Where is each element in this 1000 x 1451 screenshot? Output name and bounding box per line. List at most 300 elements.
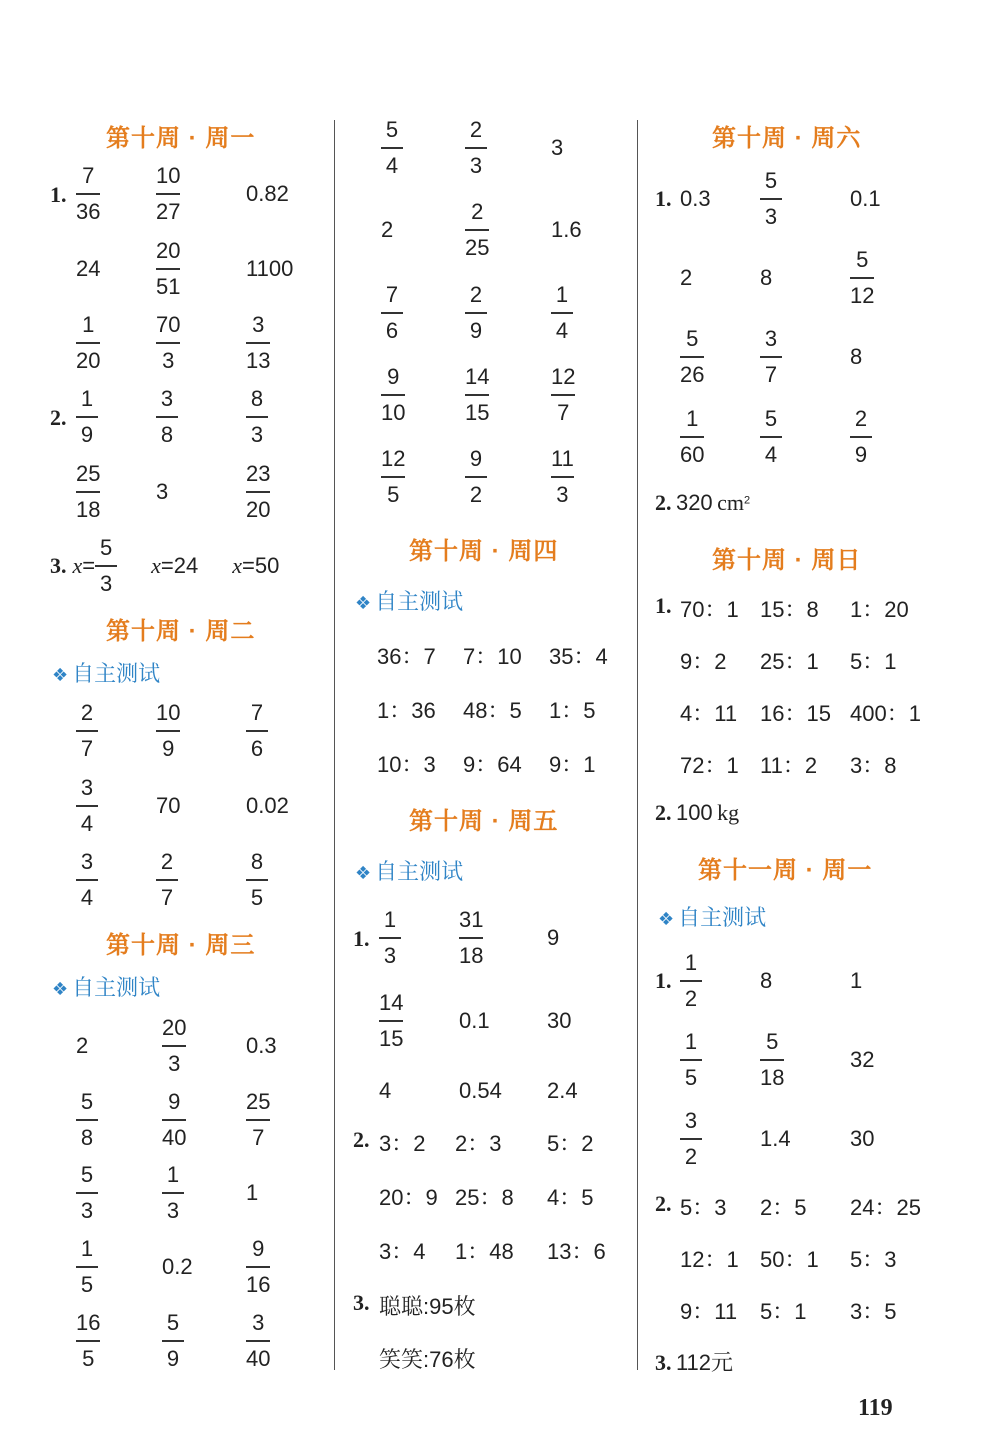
answer-value: 2 bbox=[680, 265, 693, 290]
denominator: 25 bbox=[465, 234, 490, 260]
answer-value: =24 bbox=[160, 552, 199, 578]
numerator: 5 bbox=[856, 247, 869, 272]
numerator: 1 bbox=[555, 282, 569, 307]
denominator: 26 bbox=[680, 361, 705, 387]
fraction-bar bbox=[459, 937, 483, 939]
numerator: 1 bbox=[684, 1029, 698, 1054]
subheading-label: 自主测试 bbox=[72, 661, 161, 686]
answer-value: 2.4 bbox=[547, 1078, 578, 1103]
fraction-bar bbox=[76, 730, 98, 732]
denominator: 3 bbox=[168, 1050, 181, 1076]
fraction bbox=[156, 386, 178, 448]
numerator: 20 bbox=[162, 1015, 187, 1040]
column-divider bbox=[637, 120, 638, 1370]
question-number: 1. bbox=[353, 926, 370, 951]
section-heading: 第十周 · 周六 bbox=[712, 125, 862, 152]
denominator: 6 bbox=[250, 735, 264, 761]
fraction bbox=[465, 446, 487, 508]
fraction bbox=[551, 364, 575, 426]
subheading-label: 自主测试 bbox=[678, 905, 767, 930]
numerator: 2 bbox=[160, 849, 174, 874]
fraction-bar bbox=[76, 416, 98, 418]
fraction-bar bbox=[850, 436, 872, 438]
denominator: 8 bbox=[80, 1124, 94, 1150]
fraction-bar bbox=[551, 394, 575, 396]
answer-value: 112元 bbox=[675, 1350, 734, 1375]
variable: x bbox=[151, 552, 161, 578]
answer-value: 2 bbox=[381, 217, 394, 242]
denominator: 5 bbox=[82, 1345, 95, 1371]
fraction bbox=[76, 775, 98, 837]
subheading bbox=[355, 855, 463, 886]
fraction-bar bbox=[246, 879, 268, 881]
fraction-bar bbox=[162, 1340, 184, 1342]
numerator: 2 bbox=[854, 406, 868, 431]
denominator: 4 bbox=[80, 884, 94, 910]
unit: cm bbox=[717, 490, 745, 515]
denominator: 7 bbox=[252, 1124, 265, 1150]
answer-value: 2 bbox=[76, 1033, 89, 1058]
ratio-value: 3：8 bbox=[850, 753, 897, 778]
fraction-bar bbox=[76, 193, 100, 195]
fraction bbox=[381, 282, 403, 344]
numerator: 12 bbox=[551, 364, 576, 389]
denominator: 7 bbox=[160, 884, 174, 910]
fraction bbox=[850, 406, 872, 468]
ratio-value: 4：5 bbox=[547, 1185, 594, 1210]
fraction-bar bbox=[246, 1119, 270, 1121]
fraction bbox=[76, 1236, 98, 1298]
numerator: 3 bbox=[684, 1108, 698, 1133]
question-number: 2. bbox=[655, 800, 672, 825]
question-number: 2. bbox=[353, 1127, 370, 1152]
fraction-bar bbox=[760, 436, 782, 438]
fraction bbox=[162, 1162, 184, 1224]
ratio-value: 9：2 bbox=[680, 649, 727, 674]
answer-value: 笑笑:76枚 bbox=[379, 1347, 476, 1372]
answer-value: 0.54 bbox=[459, 1078, 502, 1103]
subheading bbox=[355, 585, 463, 616]
numerator: 12 bbox=[381, 446, 406, 471]
fraction-bar bbox=[156, 342, 180, 344]
ratio-value: 1：48 bbox=[455, 1239, 514, 1264]
answer-value: 24 bbox=[76, 256, 101, 281]
answer-value: 32 bbox=[850, 1047, 875, 1072]
fraction-bar bbox=[850, 277, 874, 279]
ratio-value: 11：2 bbox=[760, 753, 818, 778]
ratio-value: 4：11 bbox=[680, 701, 738, 726]
diamond-icon: ❖ bbox=[355, 863, 372, 883]
fraction-bar bbox=[156, 193, 180, 195]
answer-value: 0.02 bbox=[246, 793, 289, 818]
numerator: 14 bbox=[465, 364, 490, 389]
answer-value: 0.82 bbox=[246, 181, 289, 206]
numerator: 5 bbox=[80, 1089, 94, 1114]
fraction bbox=[246, 700, 268, 762]
fraction bbox=[760, 406, 782, 468]
numerator: 10 bbox=[156, 700, 181, 725]
ratio-value: 25：8 bbox=[455, 1185, 514, 1210]
denominator: 3 bbox=[383, 942, 397, 968]
diamond-icon: ❖ bbox=[52, 665, 69, 685]
numerator: 3 bbox=[80, 775, 94, 800]
denominator: 15 bbox=[465, 399, 490, 425]
section-heading: 第十周 · 周二 bbox=[106, 618, 256, 645]
answer-value: 1.6 bbox=[551, 217, 582, 242]
numerator: 8 bbox=[250, 849, 264, 874]
numerator: 2 bbox=[471, 199, 484, 224]
numerator: 9 bbox=[252, 1236, 265, 1261]
numerator: 1 bbox=[80, 1236, 94, 1261]
denominator: 15 bbox=[379, 1025, 404, 1051]
question-number: 1. bbox=[50, 182, 67, 207]
fraction bbox=[246, 312, 270, 374]
column-left bbox=[0, 0, 335, 1451]
answer-value: 0.2 bbox=[162, 1254, 193, 1279]
denominator: 60 bbox=[680, 441, 705, 467]
answer-value: 4 bbox=[379, 1078, 392, 1103]
denominator: 6 bbox=[385, 317, 399, 343]
fraction bbox=[76, 163, 100, 225]
numerator: 70 bbox=[156, 312, 181, 337]
fraction-bar bbox=[76, 1192, 98, 1194]
numerator: 2 bbox=[469, 117, 483, 142]
numerator: 25 bbox=[76, 461, 101, 486]
ratio-value: 72：1 bbox=[680, 753, 739, 778]
denominator: 9 bbox=[162, 735, 175, 761]
fraction bbox=[551, 282, 573, 344]
section-heading: 第十周 · 周四 bbox=[409, 538, 559, 565]
question-number: 1. bbox=[655, 968, 672, 993]
answer-value: 1.4 bbox=[760, 1126, 791, 1151]
numerator: 3 bbox=[764, 326, 778, 351]
fraction-bar bbox=[162, 1119, 186, 1121]
fraction bbox=[246, 386, 268, 448]
fraction bbox=[76, 1162, 98, 1224]
fraction bbox=[680, 406, 704, 468]
numerator: 23 bbox=[246, 461, 271, 486]
ratio-value: 5：3 bbox=[680, 1195, 727, 1220]
fraction bbox=[156, 163, 180, 225]
column-divider bbox=[334, 120, 335, 1370]
denominator: 10 bbox=[381, 399, 406, 425]
ratio-value: 3：2 bbox=[379, 1131, 426, 1156]
fraction-bar bbox=[381, 147, 403, 149]
fraction-bar bbox=[379, 937, 401, 939]
ratio-value: 1：36 bbox=[377, 698, 436, 723]
fraction-bar bbox=[680, 436, 704, 438]
answer-value: =50 bbox=[241, 552, 280, 578]
fraction-bar bbox=[95, 565, 117, 567]
unit: kg bbox=[717, 800, 740, 825]
numerator: 5 bbox=[764, 168, 778, 193]
numerator: 1 bbox=[166, 1162, 180, 1187]
ratio-value: 3：5 bbox=[850, 1299, 897, 1324]
fraction bbox=[551, 446, 574, 508]
ratio-value: 9：1 bbox=[549, 752, 596, 777]
numerator: 3 bbox=[252, 1310, 265, 1335]
ratio-value: 13：6 bbox=[547, 1239, 606, 1264]
fraction-bar bbox=[246, 1340, 270, 1342]
fraction bbox=[381, 446, 405, 508]
fraction bbox=[381, 117, 403, 179]
denominator: 3 bbox=[764, 203, 778, 229]
diamond-icon: ❖ bbox=[52, 979, 69, 999]
answer-value: 3 bbox=[156, 479, 169, 504]
ratio-value: 24：25 bbox=[850, 1195, 921, 1220]
denominator: 8 bbox=[160, 421, 174, 447]
answer-value: 1 bbox=[246, 1180, 259, 1205]
fraction-bar bbox=[465, 147, 487, 149]
denominator: 7 bbox=[764, 361, 778, 387]
fraction bbox=[246, 1310, 270, 1372]
fraction bbox=[680, 1029, 702, 1091]
question-number: 3. bbox=[655, 1350, 672, 1375]
fraction-bar bbox=[760, 356, 782, 358]
fraction bbox=[76, 700, 98, 762]
numerator: 14 bbox=[379, 990, 404, 1015]
denominator: 7 bbox=[80, 735, 94, 761]
denominator: 4 bbox=[764, 441, 778, 467]
fraction bbox=[465, 364, 489, 426]
denominator: 4 bbox=[385, 152, 399, 178]
question-number: 2. bbox=[655, 490, 672, 515]
fraction-bar bbox=[760, 198, 782, 200]
fraction bbox=[76, 386, 98, 448]
answer-line bbox=[655, 1346, 733, 1377]
denominator: 18 bbox=[459, 942, 484, 968]
denominator: 27 bbox=[156, 198, 181, 224]
fraction-bar bbox=[465, 394, 489, 396]
variable: x bbox=[72, 552, 83, 578]
denominator: 5 bbox=[387, 481, 400, 507]
denominator: 16 bbox=[246, 1271, 271, 1297]
fraction-bar bbox=[760, 1059, 784, 1061]
fraction-bar bbox=[246, 1266, 270, 1268]
section-heading: 第十一周 · 周一 bbox=[698, 857, 873, 884]
denominator: 20 bbox=[246, 496, 271, 522]
denominator: 13 bbox=[246, 347, 271, 373]
answer-line bbox=[655, 490, 750, 516]
column-right bbox=[640, 0, 1000, 1451]
answer-value: 30 bbox=[850, 1126, 875, 1151]
ratio-value: 2：5 bbox=[760, 1195, 807, 1220]
denominator: 5 bbox=[684, 1064, 698, 1090]
numerator: 5 bbox=[764, 406, 778, 431]
fraction bbox=[156, 238, 180, 300]
variable: x bbox=[232, 552, 242, 578]
fraction-bar bbox=[76, 805, 98, 807]
denominator: 9 bbox=[469, 317, 483, 343]
fraction bbox=[379, 990, 403, 1052]
answer-value: 0.1 bbox=[850, 186, 881, 211]
numerator: 7 bbox=[385, 282, 399, 307]
numerator: 5 bbox=[766, 1029, 779, 1054]
fraction-bar bbox=[162, 1045, 186, 1047]
fraction bbox=[95, 535, 117, 597]
numerator: 9 bbox=[387, 364, 400, 389]
numerator: 7 bbox=[82, 163, 95, 188]
fraction-bar bbox=[156, 879, 178, 881]
answer-value: 320 bbox=[675, 490, 713, 515]
question-number: 3. bbox=[50, 552, 67, 578]
ratio-value: 16：15 bbox=[760, 701, 831, 726]
answer-value: 3 bbox=[551, 135, 564, 160]
fraction bbox=[850, 247, 874, 309]
denominator: 3 bbox=[469, 152, 483, 178]
fraction-bar bbox=[76, 491, 100, 493]
fraction bbox=[680, 326, 704, 388]
denominator: 9 bbox=[80, 421, 94, 447]
answer-value: 100 bbox=[675, 800, 713, 825]
numerator: 2 bbox=[80, 700, 94, 725]
fraction-bar bbox=[246, 491, 270, 493]
column-middle bbox=[337, 0, 637, 1451]
numerator: 9 bbox=[168, 1089, 181, 1114]
denominator: 3 bbox=[80, 1197, 94, 1223]
diamond-icon: ❖ bbox=[355, 593, 372, 613]
subheading-label: 自主测试 bbox=[375, 589, 464, 614]
fraction-bar bbox=[680, 1138, 702, 1140]
fraction-bar bbox=[381, 312, 403, 314]
fraction-bar bbox=[76, 342, 100, 344]
subheading bbox=[658, 901, 766, 932]
fraction bbox=[162, 1015, 186, 1077]
ratio-value: 5：2 bbox=[547, 1131, 594, 1156]
fraction bbox=[162, 1310, 184, 1372]
denominator: 7 bbox=[557, 399, 570, 425]
denominator: 3 bbox=[166, 1197, 180, 1223]
numerator: 10 bbox=[156, 163, 181, 188]
fraction-bar bbox=[381, 476, 405, 478]
denominator: 36 bbox=[76, 198, 101, 224]
ratio-value: 5：1 bbox=[850, 649, 897, 674]
question-number: 1. bbox=[655, 593, 672, 618]
fraction-bar bbox=[156, 268, 180, 270]
fraction bbox=[680, 1108, 702, 1170]
numerator: 1 bbox=[686, 406, 699, 431]
question-number: 2. bbox=[50, 405, 67, 430]
denominator: 3 bbox=[100, 570, 113, 596]
fraction-bar bbox=[465, 312, 487, 314]
fraction bbox=[465, 199, 489, 261]
fraction-bar bbox=[680, 980, 702, 982]
fraction bbox=[760, 168, 782, 230]
denominator: 12 bbox=[850, 282, 875, 308]
fraction-bar bbox=[465, 229, 489, 231]
denominator: 9 bbox=[166, 1345, 180, 1371]
numerator: 3 bbox=[252, 312, 265, 337]
ratio-value: 50：1 bbox=[760, 1247, 819, 1272]
denominator: 2 bbox=[469, 481, 483, 507]
denominator: 3 bbox=[250, 421, 264, 447]
fraction-bar bbox=[76, 1266, 98, 1268]
fraction-bar bbox=[76, 879, 98, 881]
numerator: 3 bbox=[80, 849, 94, 874]
fraction-bar bbox=[680, 356, 704, 358]
page-number: 119 bbox=[858, 1395, 893, 1421]
ratio-value: 10：3 bbox=[377, 752, 436, 777]
fraction-bar bbox=[162, 1192, 184, 1194]
denominator: 40 bbox=[162, 1124, 187, 1150]
ratio-value: 2：3 bbox=[455, 1131, 502, 1156]
fraction bbox=[156, 700, 180, 762]
answer-value: 30 bbox=[547, 1008, 572, 1033]
fraction-bar bbox=[551, 312, 573, 314]
fraction bbox=[246, 461, 270, 523]
fraction bbox=[156, 849, 178, 911]
numerator: 9 bbox=[469, 446, 483, 471]
fraction bbox=[760, 1029, 784, 1091]
fraction bbox=[76, 849, 98, 911]
answer-value: 1100 bbox=[246, 256, 294, 281]
fraction-bar bbox=[551, 476, 574, 478]
fraction bbox=[156, 312, 180, 374]
question-number: 2. bbox=[655, 1191, 672, 1216]
fraction bbox=[76, 312, 100, 374]
section-heading: 第十周 · 周日 bbox=[712, 547, 862, 574]
ratio-value: 5：1 bbox=[760, 1299, 807, 1324]
fraction-bar bbox=[381, 394, 405, 396]
fraction-bar bbox=[246, 342, 270, 344]
ratio-value: 36：7 bbox=[377, 644, 436, 669]
numerator: 1 bbox=[684, 950, 698, 975]
unit-exponent: 2 bbox=[744, 494, 751, 507]
numerator: 5 bbox=[166, 1310, 180, 1335]
fraction-bar bbox=[76, 1119, 98, 1121]
answer-value: 8 bbox=[850, 344, 863, 369]
equation-row bbox=[50, 535, 279, 597]
fraction-bar bbox=[465, 476, 487, 478]
subheading bbox=[52, 657, 160, 688]
fraction bbox=[162, 1089, 186, 1151]
numerator: 5 bbox=[80, 1162, 94, 1187]
ratio-value: 15：8 bbox=[760, 597, 819, 622]
diamond-icon: ❖ bbox=[658, 909, 675, 929]
ratio-value: 3：4 bbox=[379, 1239, 426, 1264]
fraction bbox=[760, 326, 782, 388]
denominator: 51 bbox=[156, 273, 181, 299]
section-heading: 第十周 · 周一 bbox=[106, 125, 256, 152]
ratio-value: 20：9 bbox=[379, 1185, 438, 1210]
section-heading: 第十周 · 周三 bbox=[106, 932, 256, 959]
answer-value: 0.3 bbox=[680, 186, 711, 211]
section-heading: 第十周 · 周五 bbox=[409, 808, 559, 835]
denominator: 3 bbox=[556, 481, 569, 507]
ratio-value: 35：4 bbox=[549, 644, 608, 669]
fraction bbox=[76, 461, 100, 523]
fraction bbox=[379, 907, 401, 969]
denominator: 20 bbox=[76, 347, 101, 373]
numerator: 11 bbox=[551, 446, 574, 471]
numerator: 7 bbox=[250, 700, 264, 725]
numerator: 5 bbox=[100, 535, 113, 560]
fraction bbox=[246, 1089, 270, 1151]
answer-value: 70 bbox=[156, 793, 181, 818]
ratio-value: 9：11 bbox=[680, 1299, 738, 1324]
ratio-value: 400：1 bbox=[850, 701, 921, 726]
denominator: 5 bbox=[80, 1271, 94, 1297]
denominator: 4 bbox=[555, 317, 569, 343]
answer-value: 1 bbox=[850, 968, 863, 993]
fraction-bar bbox=[246, 416, 268, 418]
fraction bbox=[465, 117, 487, 179]
fraction-bar bbox=[246, 730, 268, 732]
fraction-bar bbox=[76, 1340, 100, 1342]
denominator: 3 bbox=[162, 347, 175, 373]
numerator: 5 bbox=[686, 326, 699, 351]
equals-sign: = bbox=[82, 552, 96, 578]
